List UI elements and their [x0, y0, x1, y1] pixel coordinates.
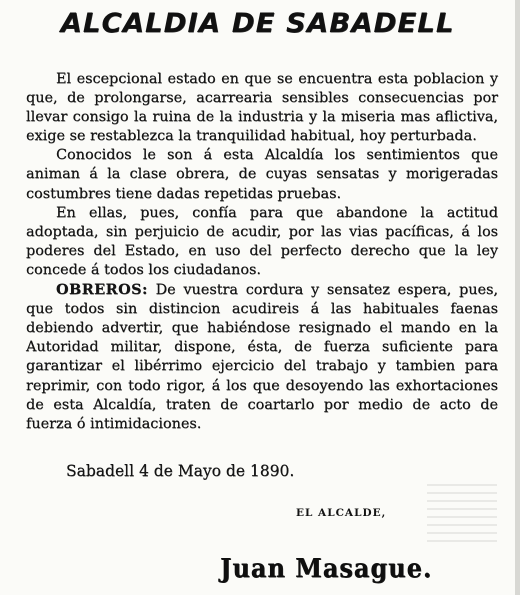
- paragraph-4-text: De vuestra cordura y sensatez espera, pues, que todos sin distincion acudireis á las habituales faenas debiendo advertir, que habiéndose resignado el mando en la Autoridad militar, dispone, ésta, de fuerza suficiente para garantizar el libérrimo ejercicio del trabajo y tambien para reprimir, con todo rigor, á los que desoyendo las exhortaciones de esta Alcaldía, traten de coartarlo por medio de acto de fuerza ó intimidaciones.: [26, 282, 498, 432]
- paragraph-3-text: En ellas, pues, confía para que abandone la actitud adoptada, sin perjuicio de acudir, por las vias pacíficas, á los poderes del Estado, en uso del perfecto derecho que la ley concede á todos los ciudadanos.: [26, 204, 498, 278]
- signatory-title: EL ALCALDE,: [296, 507, 387, 519]
- signatory-name: Juan Masague.: [220, 552, 433, 584]
- bleed-through-marks: [427, 478, 497, 588]
- paragraph-2: [26, 146, 498, 203]
- proclamation-body: [26, 70, 498, 434]
- paragraph-4: [26, 280, 498, 434]
- paragraph-3: [26, 204, 498, 280]
- obreros-label: OBREROS:: [56, 281, 148, 299]
- date-line: Sabadell 4 de Mayo de 1890.: [66, 462, 295, 480]
- paragraph-1: [26, 70, 498, 146]
- paragraph-1-text: El escepcional estado en que se encuentra esta poblacion y que, de prolongarse, acarrearia sensibles consecuencias por llevar consigo la ruina de la industria y la miseria mas aflictiva, exige se restablezca la tranquilidad habitual, hoy perturbada.: [26, 71, 498, 145]
- document-title: ALCALDIA DE SABADELL: [60, 8, 455, 39]
- page-edge: [515, 0, 520, 595]
- paragraph-2-text: Conocidos le son á esta Alcaldía los sentimientos que animan á la clase obrera, de cuyas sensatas y morigeradas costumbres tiene dadas repetidas pruebas.: [26, 147, 498, 202]
